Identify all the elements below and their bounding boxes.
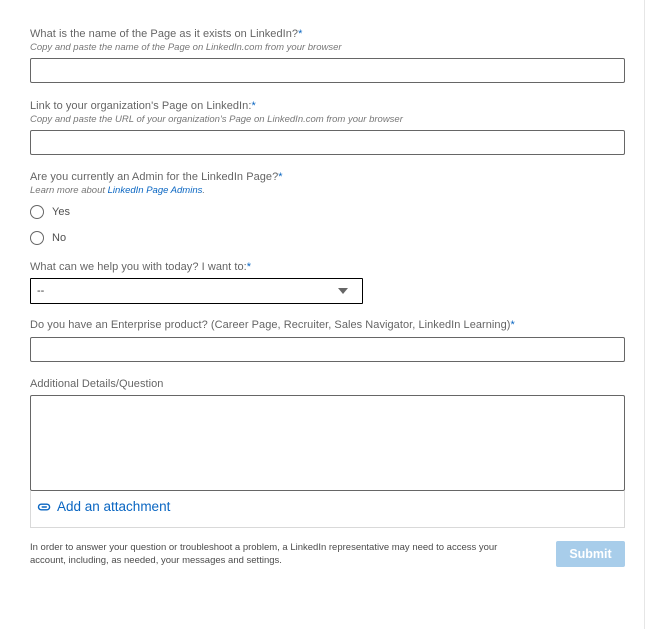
page-link-hint: Copy and paste the URL of your organization's Page on LinkedIn.com from your browser	[30, 114, 403, 125]
enterprise-label: Do you have an Enterprise product? (Career Page, Recruiter, Sales Navigator, LinkedIn Learning)*	[30, 319, 515, 331]
enterprise-field	[30, 319, 625, 332]
attachment-box	[30, 491, 625, 528]
required-mark: *	[246, 261, 252, 273]
page-name-field	[30, 28, 625, 54]
details-textarea[interactable]	[30, 395, 625, 491]
required-mark: *	[251, 100, 256, 112]
page-link-field	[30, 100, 625, 126]
help-select[interactable]	[30, 278, 363, 304]
radio-button-no[interactable]	[30, 231, 44, 245]
radio-option-yes[interactable]	[30, 203, 70, 221]
page-admins-link[interactable]: LinkedIn Page Admins	[107, 185, 203, 196]
details-field	[30, 378, 625, 391]
radio-option-no[interactable]	[30, 229, 66, 247]
help-select-value: --	[37, 285, 45, 297]
paperclip-icon	[37, 500, 51, 514]
radio-button-yes[interactable]	[30, 205, 44, 219]
submit-button[interactable]: Submit	[556, 541, 625, 567]
required-mark: *	[510, 319, 515, 331]
admin-field	[30, 171, 625, 197]
privacy-disclaimer: In order to answer your question or troubleshoot a problem, a LinkedIn representative may need to access your account, including, as needed, your messages and settings.	[30, 542, 498, 566]
admin-hint: Learn more about LinkedIn Page Admins.	[30, 185, 205, 196]
radio-label-no: No	[52, 232, 67, 244]
add-attachment-label: Add an attachment	[57, 499, 171, 514]
panel-border	[644, 0, 645, 629]
add-attachment-button[interactable]	[37, 499, 170, 514]
required-mark: *	[278, 171, 283, 183]
page-link-label: Link to your organization's Page on LinkedIn:*	[30, 100, 256, 112]
page-name-input[interactable]	[30, 58, 625, 83]
help-field	[30, 261, 625, 274]
help-label: What can we help you with today? I want to:*	[30, 261, 252, 273]
page-link-input[interactable]	[30, 130, 625, 155]
radio-label-yes: Yes	[52, 206, 70, 218]
required-mark: *	[298, 28, 303, 40]
enterprise-input[interactable]	[30, 337, 625, 362]
chevron-down-icon	[338, 288, 348, 294]
page-name-hint: Copy and paste the name of the Page on LinkedIn.com from your browser	[30, 42, 342, 53]
details-label: Additional Details/Question	[30, 378, 164, 390]
page-name-label: What is the name of the Page as it exists on LinkedIn?*	[30, 28, 303, 40]
admin-label: Are you currently an Admin for the LinkedIn Page?*	[30, 171, 283, 183]
